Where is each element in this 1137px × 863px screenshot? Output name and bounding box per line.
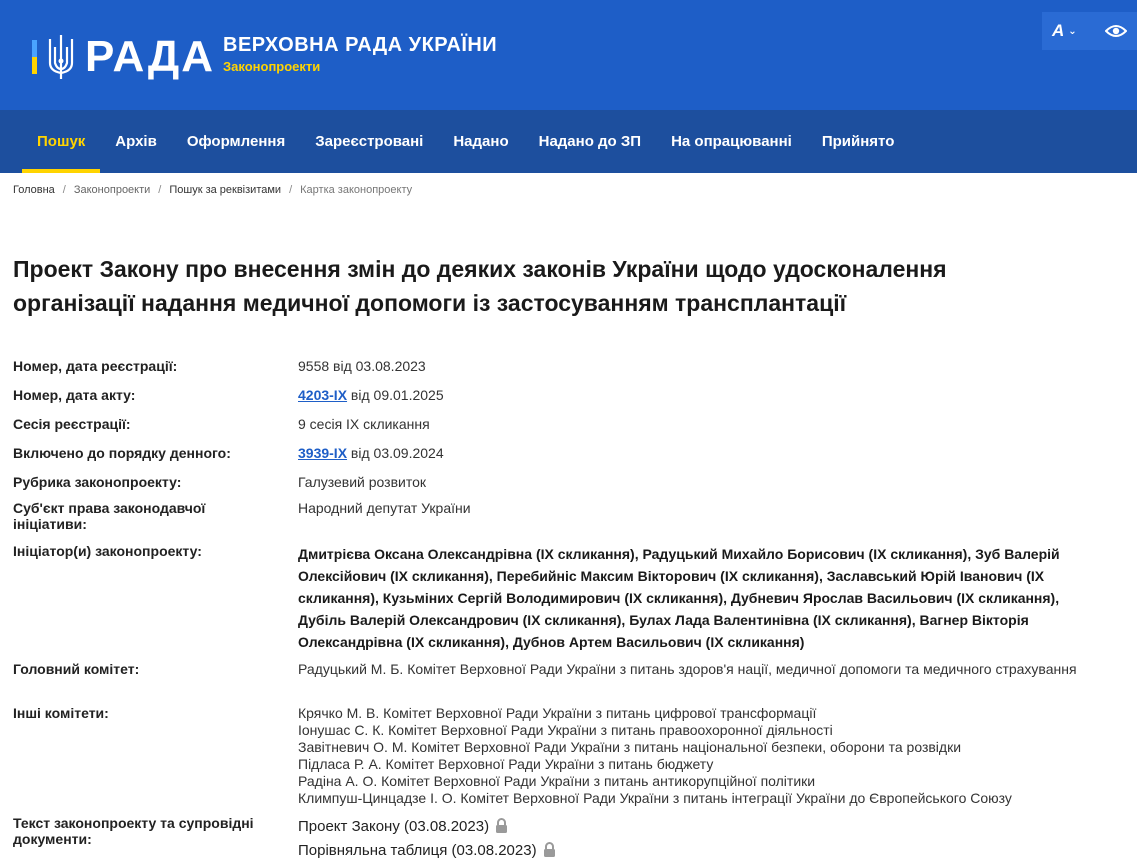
breadcrumb-search[interactable]: Пошук за реквізитами	[169, 184, 282, 196]
field-label: Номер, дата реєстрації:	[13, 358, 178, 374]
chevron-down-icon: ⌄	[1068, 25, 1077, 37]
field-label: Номер, дата акту:	[13, 387, 136, 403]
field-label: Інші комітети:	[13, 705, 109, 721]
nav-item-archive[interactable]: Архів	[115, 133, 157, 150]
field-label: Сесія реєстрації:	[13, 416, 131, 432]
font-size-toggle[interactable]	[1052, 21, 1077, 41]
document-title: Порівняльна таблиця (03.08.2023)	[298, 842, 537, 859]
field-label: Ініціатор(и) законопроекту:	[13, 543, 202, 559]
act-date: від 09.01.2025	[347, 387, 444, 403]
field-value	[298, 387, 1098, 404]
lock-icon	[543, 842, 556, 857]
trident-icon	[47, 33, 75, 81]
field-value: Радуцький М. Б. Комітет Верховної Ради України з питань здоров'я нації, медичної допомоги та медичного страхування	[298, 661, 1077, 677]
documents-list	[298, 815, 1098, 863]
committee-item: Завітневич О. М. Комітет Верховної Ради України з питань національної безпеки, оборони та розвідки	[298, 739, 962, 755]
nav-item-processing[interactable]: Оформлення	[186, 133, 286, 150]
breadcrumb-bills[interactable]: Законопроекти	[73, 184, 151, 196]
field-value: Народний депутат України	[298, 500, 471, 516]
field-value: 9 сесія IX скликання	[298, 416, 430, 432]
field-label: Головний комітет:	[13, 661, 140, 677]
field-label: Суб'єкт права законодавчої ініціативи:	[13, 500, 206, 532]
breadcrumb-separator: /	[62, 184, 66, 196]
agenda-date: від 03.09.2024	[347, 445, 444, 461]
document-title: Проект Закону (03.08.2023)	[298, 818, 490, 835]
logo-word: РАДА	[85, 32, 216, 81]
committee-item: Іонушас С. К. Комітет Верховної Ради України з питань правоохоронної діяльності	[298, 722, 833, 738]
main-nav	[0, 110, 1137, 173]
committee-item: Крячко М. В. Комітет Верховної Ради України з питань цифрової трансформації	[298, 705, 817, 721]
nav-item-search[interactable]: Пошук	[22, 110, 100, 173]
page-title: Проект Закону про внесення змін до деяких законів України щодо удосконалення організації надання медичної допомоги із застосуванням трансплантації	[13, 256, 947, 316]
site-title[interactable]: ВЕРХОВНА РАДА УКРАЇНИ	[223, 34, 498, 56]
lock-icon	[495, 818, 508, 833]
field-label: Рубрика законопроекту:	[13, 474, 182, 490]
document-item[interactable]	[298, 815, 1098, 839]
field-label: Включено до порядку денного:	[13, 445, 231, 461]
nav-item-registered[interactable]: Зареєстровані	[315, 133, 424, 150]
nav-item-adopted[interactable]: Прийнято	[821, 133, 895, 150]
committee-list	[298, 705, 1098, 807]
committee-item: Радіна А. О. Комітет Верховної Ради України з питань антикорупційної політики	[298, 773, 816, 789]
font-size-label: A	[1052, 21, 1065, 40]
breadcrumb-home[interactable]: Головна	[13, 184, 55, 196]
document-item[interactable]	[298, 839, 1098, 863]
nav-item-in-review[interactable]: На опрацюванні	[671, 133, 792, 150]
field-value	[298, 445, 1098, 462]
committee-item: Підласа Р. А. Комітет Верховної Ради України з питань бюджету	[298, 756, 714, 772]
act-number-link[interactable]: 4203-IX	[298, 387, 348, 403]
committee-item: Климпуш-Цинцадзе І. О. Комітет Верховної Ради України з питань інтеграції України до Європейського Союзу	[298, 790, 1012, 806]
eye-icon[interactable]	[1105, 24, 1127, 38]
breadcrumb-current: Картка законопроекту	[300, 184, 413, 196]
agenda-number-link[interactable]: 3939-IX	[298, 445, 348, 461]
site-header	[0, 0, 1137, 110]
site-subtitle[interactable]: Законопроекти	[223, 59, 321, 74]
header-tools	[1042, 12, 1137, 50]
site-logo[interactable]	[32, 33, 215, 81]
flag-icon	[32, 40, 37, 74]
nav-item-submitted-zp[interactable]: Надано до ЗП	[538, 133, 642, 150]
initiators-list: Дмитрієва Оксана Олександрівна (IX скликання), Радуцький Михайло Борисович (IX скликання), Зуб Валерій Олексійович (IX скликання), Перебийніс Максим Вікторович (IX скликання), Заславський Юрій Іванович (IX скликання), Кузьміних Сергій Володимирович (IX скликання), Дубневич Ярослав Васильович (IX скликання), Дубіль Валерій Олександрович (IX скликання), Булах Лада Валентинівна (IX скликання), Вагнер Вікторія Олександрівна (IX скликання), Дубнов Артем Васильович (IX скликання)	[298, 546, 1060, 650]
nav-item-submitted[interactable]: Надано	[453, 133, 509, 150]
breadcrumb-separator: /	[289, 184, 293, 196]
field-value: 9558 від 03.08.2023	[298, 358, 426, 374]
breadcrumb-separator: /	[158, 184, 162, 196]
field-label: Текст законопроекту та супровідні документи:	[13, 815, 254, 847]
breadcrumb	[13, 184, 412, 196]
field-value: Галузевий розвиток	[298, 474, 427, 490]
